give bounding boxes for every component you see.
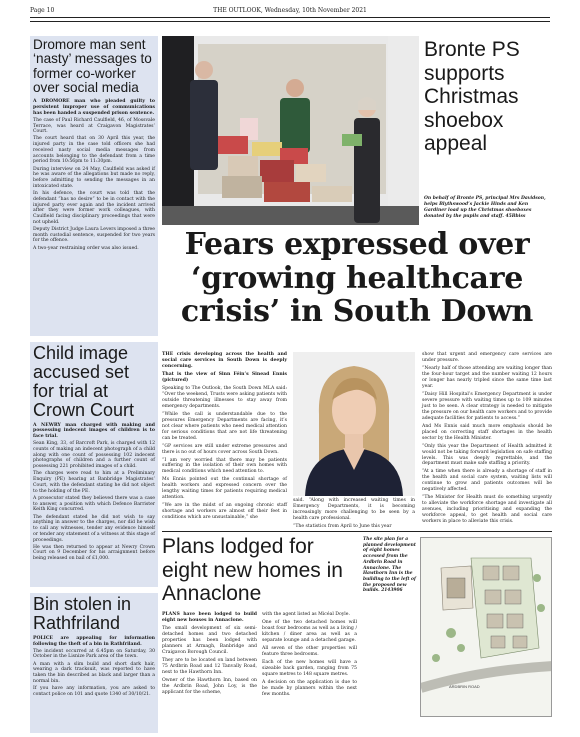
story-bin-stolen-para: The incident occurred at 6.45pm on Saturday, 30 October in the Lisnize Park area of the town. [33, 648, 155, 660]
plans-para: Owner of the Hawthorn Inn, based on the Ardbrin Road, John Loy, is the applicant for the scheme, [162, 677, 257, 695]
plans-para: A decision on the application is due to be made by planners within the next few months. [262, 679, 357, 697]
main-para: show that urgent and emergency care services are under pressure. [422, 352, 552, 363]
story-child-image-para: A NEWRY man charged with making and possessing indecent images of children is to face trial. [33, 422, 155, 440]
main-para: Speaking to The Outlook, the South Down MLA said: “Over the weekend, Trusts were asking patients with outside threatening illnesses to stay away from emergency departments. [162, 385, 287, 409]
portrait-illustration [293, 352, 415, 496]
story-dromore-para: Deputy District Judge Laura Levers imposed a three month custodial sentence, suspended for two years for the offence. [33, 226, 155, 244]
page-number: Page 10 [30, 6, 55, 14]
masthead: THE OUTLOOK, Wednesday, 10th November 2021 [213, 6, 367, 14]
story-dromore-para: A DROMORE man who pleaded guilty to persistent improper use of communications has been handed a suspended prison sentence. [33, 99, 155, 116]
plans-para: One of the two detached homes will boast four bedrooms as well as a living / kitchen / diner area as well as a separate lounge and a detached garage. [262, 619, 357, 643]
plans-para: with the agent listed as Micéal Doyle. [262, 612, 350, 617]
main-para: “Daisy Hill Hospital’s Emergency Department is under severe pressure with waiting times up to 109 minutes just to be seen. A clear strategy is needed to mitigate the pressure on our health care workers and to provide adequate facilities for patients to access.” [422, 391, 552, 421]
left-sidebar [30, 36, 158, 733]
plans-headline: Plans lodged for eight new homes in Annaclone [162, 535, 343, 606]
main-para: And Ms Ennis said much more emphasis should be placed on correcting staff shortages in the health sector by the Health Minister. [422, 423, 552, 441]
main-para: THE crisis developing across the health and social care services in South Down is deeply concerning. [162, 352, 287, 369]
story-bin-stolen [30, 593, 158, 733]
plans-para: The small development of six semi-detached homes and two detached properties has been lodged with planners at Armagh, Banbridge and Craigavon Borough Council. [162, 625, 257, 655]
section-divider [162, 531, 552, 532]
story-dromore-para: In his defence, the court was told that the defendant “has no desire” to be in contact with the injured party ever again and the incident arrived after they were former work colleagues, with Caulfield facing disciplinary proceedings that were not upheld. [33, 191, 155, 225]
bronte-headline: Bronte PS supports Christmas shoebox appeal [424, 38, 520, 156]
main-para: “GP services are still under extreme pressures and there is no out of hours cover across South Down. [162, 443, 287, 455]
bronte-caption: On behalf of Bronte PS, principal Mrs Davidson, helps Blythswood’s Jackie Hinds and Ken Gardiner load up the Christmas shoeboxes donated by the pupils and staff. 45Bbiss [424, 196, 546, 219]
main-para: “I am very worried that there may be patients suffering in the isolation of their own homes with medical conditions which need attention to. [162, 457, 287, 475]
main-para: Ms Ennis pointed out the continual shortage of health workers and expressed concern over the lengthy waiting times for patients requiring medical attention. [162, 477, 287, 501]
story-child-image [30, 342, 158, 587]
main-para: “The Minister for Health must do something urgently to alleviate the workforce shortage and investigate all avenues, including prioritising and expanding the workforce appeal, to get health and social care workers in place to alleviate this crisis. [422, 495, 552, 525]
story-dromore-para: The court heard that on 30 April this year, the injured party in the case told officers she had received nasty social media messages from accounts belonging to the defendant from a time period from 10:56pm to 11:30pm. [33, 136, 155, 165]
main-para: “Only this year the Department of Health admitted it would not be taking forward legislation on safe staffing levels. This was deeply regrettable, and the department must make safe staffing a priority. [422, 443, 552, 467]
van-loading-illustration [162, 36, 419, 225]
main-para: “The statistics from April to June this year [293, 523, 392, 529]
plans-para: PLANS have been lodged to build eight new houses in Annaclone. [162, 612, 257, 623]
header-rule [30, 17, 550, 18]
story-dromore-para: During interview on 24 May, Caulfield was asked if he was aware of the allegations but made no reply, before admitting to sending the messages in an intoxicated state. [33, 166, 155, 189]
main-para: said. “Along with increased waiting times in Emergency Departments, it is becoming increasingly more challenging to be seen by a health care professional. [293, 498, 415, 521]
story-bin-stolen-para: A man with a slim build and short dark hair, wearing a dark tracksuit, was reported to have taken the bin described as black and larger than a normal bin. [33, 661, 155, 684]
story-bin-stolen-para: If you have any information, you are asked to contact police on 101 and quote 1340 of 30/10/21. [33, 686, 155, 697]
plans-col-2 [262, 612, 357, 700]
main-headline: Fears expressed over ‘growing healthcare crisis’ in South Down [180, 227, 534, 330]
story-child-image-para: He was then returned to appear at Newry Crown Court on 9 December for his arraignment before being released on bail of £1,000. [33, 544, 155, 562]
plans-col-1 [162, 612, 257, 698]
story-bin-stolen-headline: Bin stolen in Rathfriland [33, 594, 132, 633]
bronte-photo [162, 36, 419, 225]
story-child-image-para: The defendant stated he did not wish to say anything in answer to the charges, nor did he wish to call any witnesses, tender any evidence himself or tender any statement of a witness at this stage of proceedings. [33, 514, 155, 543]
story-dromore-para: The case of Paul Richard Caulfield, 46, of Mossvale Terrace, was heard at Craigavon Magistrates’ Court. [33, 117, 155, 135]
main-col-1 [162, 352, 287, 523]
story-child-image-headline: Child image accused set for trial at Crown Court [33, 343, 135, 420]
plans-para: They are to be located on land between 75 Ardbrin Road and 12 Tanvally Road, next to the Hawthorn Inn. [162, 657, 257, 675]
plans-caption: The site plan for a planned development of eight homes accessed from the Ardbrin Road in Annaclone. The Hawthorn Inn is the building to the left of the proposed new builds. 2143906 [363, 537, 416, 594]
ennis-portrait [293, 352, 415, 496]
site-plan-drawing [420, 537, 552, 717]
story-dromore-para: A two-year restraining order was also issued. [33, 245, 139, 251]
main-para: “We are in the midst of an ongoing chronic staff shortage and workers are almost off their feet in conditions which are unsustainable,” she [162, 503, 287, 521]
main-para: “Nearly half of those attending are waiting longer than the four-hour target and the number waiting 12 hours or longer has nearly tripled since the same time last year. [422, 365, 552, 389]
main-col-2 [293, 498, 415, 532]
plans-para: Each of the new homes will have a sizeable back garden, ranging from 75 square metres to 148 square metres. [262, 659, 357, 677]
main-para: “At a time when there is already a shortage of staff in the health and social care system, waiting lists will continue to grow and patients outcomes will be negatively affected. [422, 469, 552, 493]
page-header [30, 4, 550, 16]
site-plan-illustration [421, 538, 552, 717]
story-child-image-para: Sean King, 33, of Barcroft Park, is charged with 12 counts of making an indecent photograph of a child along with one count of possessing 102 indecent photographs of children and a further count of possessing 221 prohibited images of a child. [33, 441, 155, 470]
main-col-3 [422, 352, 552, 527]
story-bin-stolen-para: POLICE are appealing for information following the theft of a bin in Rathfriland. [33, 635, 155, 647]
story-child-image-para: The charges were read to him at a Preliminary Enquiry (PE) hearing at Banbridge Magistrates’ Court, with the defendant stating he did not object to the holding of the PE. [33, 471, 155, 494]
story-child-image-para: A prosecutor stated they believed there was a case to answer, a position with which Defence Barrister Keith King concurred. [33, 495, 155, 513]
story-dromore [30, 36, 158, 336]
road-label: ARDBRIN ROAD [449, 684, 480, 689]
main-para: “While the call is understandable due to the pressures Emergency Departments are facing, it’s not clear where patients who need medical attention for serious conditions that are not life threatening can be treated. [162, 411, 287, 441]
main-para: That is the view of Sinn Féin’s Sinead Ennis (pictured) [162, 371, 287, 383]
story-dromore-headline: Dromore man sent ‘nasty’ messages to former co-worker over social media [33, 37, 152, 95]
header-rule-2 [30, 21, 550, 22]
plans-para: All seven of the other properties will feature three bedrooms. [262, 645, 357, 657]
